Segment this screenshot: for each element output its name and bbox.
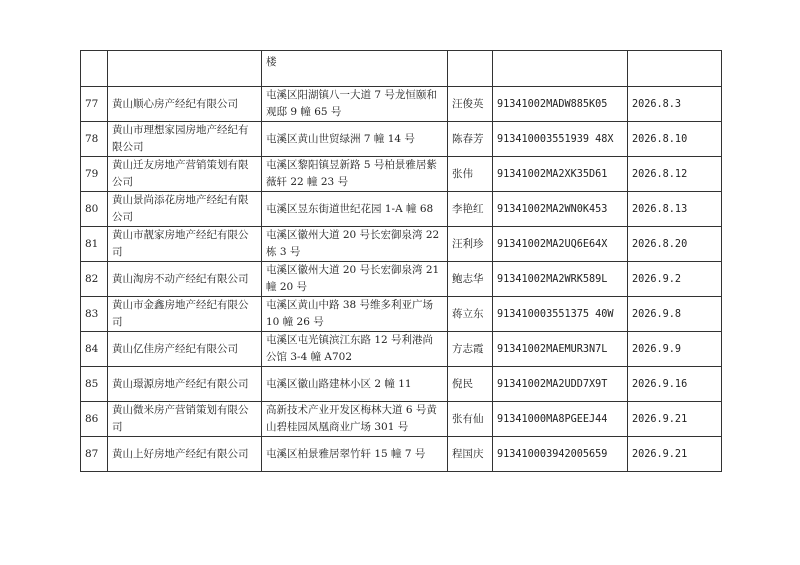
company-name-cell: 黄山淘房不动产经纪有限公司 xyxy=(108,262,262,297)
company-name-cell: 黄山璟源房地产经纪有限公司 xyxy=(108,367,262,402)
person-cell: 倪民 xyxy=(448,367,493,402)
company-name-cell: 黄山亿佳房产经纪有限公司 xyxy=(108,332,262,367)
table-row-continuation xyxy=(81,51,722,87)
credit-code-cell: 913410003551939 48X xyxy=(493,122,628,157)
date-cell: 2026.8.20 xyxy=(628,227,722,262)
company-name-cell: 黄山迁友房地产营销策划有限公司 xyxy=(108,157,262,192)
credit-code-cell: 91341000MA8PGEEJ44 xyxy=(493,402,628,437)
seq-cell: 77 xyxy=(81,87,108,122)
table-row xyxy=(81,402,722,437)
date-cell: 2026.8.12 xyxy=(628,157,722,192)
table-row xyxy=(81,192,722,227)
seq-cell: 87 xyxy=(81,437,108,472)
table-row xyxy=(81,332,722,367)
credit-code-cell: 91341002MA2UQ6E64X xyxy=(493,227,628,262)
date-cell: 2026.9.8 xyxy=(628,297,722,332)
company-name-cell: 黄山景尚添花房地产经纪有限公司 xyxy=(108,192,262,227)
table-row xyxy=(81,297,722,332)
table-row xyxy=(81,437,722,472)
person-cell: 鲍志华 xyxy=(448,262,493,297)
person-cell xyxy=(448,51,493,87)
person-cell: 汪利珍 xyxy=(448,227,493,262)
table-row xyxy=(81,227,722,262)
date-cell: 2026.9.9 xyxy=(628,332,722,367)
address-cell: 屯溪区昱东街道世纪花园 1-A 幢 68 xyxy=(262,192,448,227)
registry-table xyxy=(80,50,722,472)
table-row xyxy=(81,367,722,402)
person-cell: 陈春芳 xyxy=(448,122,493,157)
company-name-cell: 黄山市金鑫房地产经纪有限公司 xyxy=(108,297,262,332)
credit-code-cell: 913410003551375 40W xyxy=(493,297,628,332)
company-name-cell: 黄山上好房地产经纪有限公司 xyxy=(108,437,262,472)
seq-cell xyxy=(81,51,108,87)
credit-code-cell: 913410003942005659 xyxy=(493,437,628,472)
credit-code-cell: 91341002MADW885K05 xyxy=(493,87,628,122)
credit-code-cell: 91341002MA2WN0K453 xyxy=(493,192,628,227)
person-cell: 张伟 xyxy=(448,157,493,192)
seq-cell: 79 xyxy=(81,157,108,192)
credit-code-cell: 91341002MA2WRK589L xyxy=(493,262,628,297)
seq-cell: 80 xyxy=(81,192,108,227)
address-cell: 高新技术产业开发区梅林大道 6 号黄山碧桂园凤凰商业广场 301 号 xyxy=(262,402,448,437)
credit-code-cell: 91341002MAEMUR3N7L xyxy=(493,332,628,367)
seq-cell: 82 xyxy=(81,262,108,297)
table-row xyxy=(81,122,722,157)
address-cell: 屯溪区徽州大道 20 号长宏御泉湾 22 栋 3 号 xyxy=(262,227,448,262)
company-name-cell xyxy=(108,51,262,87)
company-name-cell: 黄山市理想家园房地产经纪有限公司 xyxy=(108,122,262,157)
credit-code-cell: 91341002MA2UDD7X9T xyxy=(493,367,628,402)
date-cell: 2026.9.2 xyxy=(628,262,722,297)
table-row xyxy=(81,262,722,297)
seq-cell: 86 xyxy=(81,402,108,437)
company-name-cell: 黄山微米房产营销策划有限公司 xyxy=(108,402,262,437)
address-cell: 屯溪区徽山路建林小区 2 幢 11 xyxy=(262,367,448,402)
seq-cell: 78 xyxy=(81,122,108,157)
company-name-cell: 黄山市靓家房地产经纪有限公司 xyxy=(108,227,262,262)
person-cell: 方志霞 xyxy=(448,332,493,367)
person-cell: 李艳红 xyxy=(448,192,493,227)
date-cell: 2026.8.13 xyxy=(628,192,722,227)
table-row xyxy=(81,87,722,122)
address-cell: 屯溪区黄山世贸绿洲 7 幢 14 号 xyxy=(262,122,448,157)
table-row xyxy=(81,157,722,192)
date-cell: 2026.9.21 xyxy=(628,402,722,437)
date-cell: 2026.8.10 xyxy=(628,122,722,157)
credit-code-cell xyxy=(493,51,628,87)
person-cell: 汪俊英 xyxy=(448,87,493,122)
person-cell: 张有仙 xyxy=(448,402,493,437)
date-cell xyxy=(628,51,722,87)
company-name-cell: 黄山顺心房产经纪有限公司 xyxy=(108,87,262,122)
person-cell: 程国庆 xyxy=(448,437,493,472)
date-cell: 2026.8.3 xyxy=(628,87,722,122)
seq-cell: 81 xyxy=(81,227,108,262)
seq-cell: 83 xyxy=(81,297,108,332)
date-cell: 2026.9.16 xyxy=(628,367,722,402)
date-cell: 2026.9.21 xyxy=(628,437,722,472)
address-cell: 屯溪区黄山中路 38 号维多利亚广场 10 幢 26 号 xyxy=(262,297,448,332)
seq-cell: 85 xyxy=(81,367,108,402)
person-cell: 蒋立东 xyxy=(448,297,493,332)
address-cell: 屯溪区屯光镇滨江东路 12 号利港尚公馆 3-4 幢 A702 xyxy=(262,332,448,367)
address-cell: 屯溪区阳湖镇八一大道 7 号龙恒颐和观邸 9 幢 65 号 xyxy=(262,87,448,122)
address-cell: 屯溪区柏景雅居翠竹轩 15 幢 7 号 xyxy=(262,437,448,472)
seq-cell: 84 xyxy=(81,332,108,367)
credit-code-cell: 91341002MA2XK35D61 xyxy=(493,157,628,192)
address-cell: 屯溪区黎阳镇昱新路 5 号柏景雅居紫薇轩 22 幢 23 号 xyxy=(262,157,448,192)
registry-table-body xyxy=(81,51,722,472)
address-cell: 屯溪区徽州大道 20 号长宏御泉湾 21 幢 20 号 xyxy=(262,262,448,297)
address-cell: 楼 xyxy=(262,51,448,87)
